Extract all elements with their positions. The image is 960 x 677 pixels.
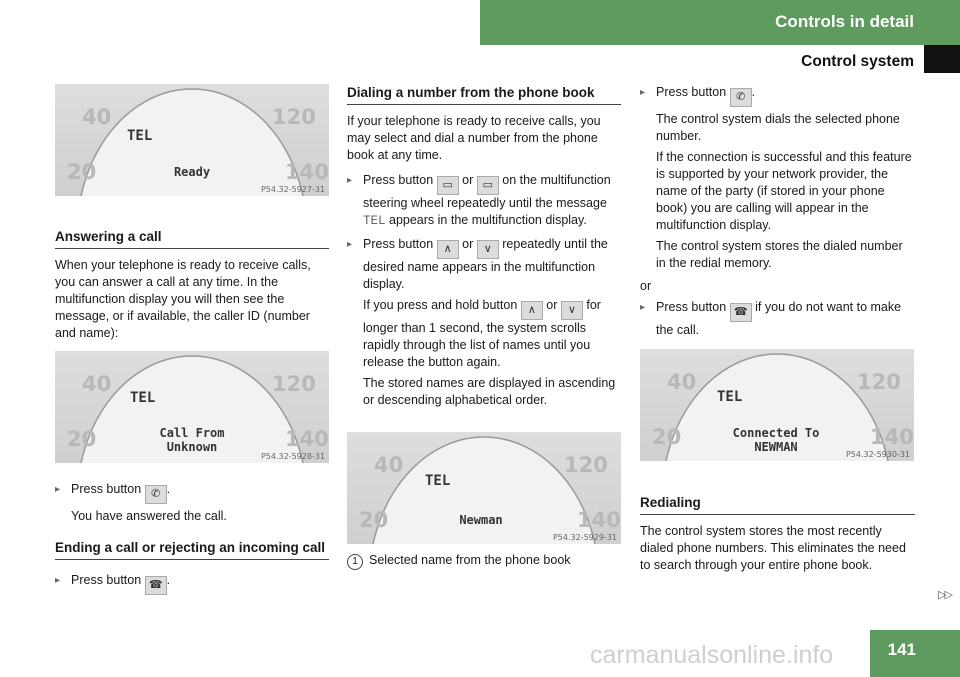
arrow-icon: ▸	[640, 87, 646, 98]
display-message: Newman	[459, 513, 503, 527]
dial-text: The control system dials the selected phone number.	[656, 112, 900, 143]
display-label: TEL	[130, 390, 156, 406]
figure-code: P54.32-5928-31	[260, 452, 325, 461]
callout	[347, 552, 621, 574]
gauge-right-bottom: 140	[577, 508, 621, 532]
step-end-call: ▸ Press button ☎ .	[55, 572, 329, 595]
callout-number: 1	[347, 554, 363, 570]
page-number-box	[870, 630, 960, 677]
gauge-right-top: 120	[272, 372, 316, 396]
chevron-up-icon: ∧	[437, 240, 459, 259]
column-3-top	[640, 84, 915, 345]
gauge-graphic	[640, 349, 914, 461]
display-label: TEL	[717, 389, 743, 405]
sort-order-text: The stored names are displayed in ascending or descending alphabetical order.	[363, 376, 616, 407]
gauge-right-top: 120	[272, 105, 316, 129]
phone-hangup-icon: ☎	[730, 303, 752, 322]
arrow-icon: ▸	[55, 484, 61, 495]
arrow-icon: ▸	[347, 175, 353, 186]
display-label: TEL	[425, 473, 451, 489]
section-title: Control system	[801, 53, 914, 70]
figure-code: P54.32-5930-31	[845, 450, 910, 459]
step-answer: ▸ Press button ✆ . You have answered the call.	[55, 481, 329, 525]
chevron-up-icon: ∧	[521, 301, 543, 320]
display-message: Connected To	[732, 426, 820, 440]
display-prev-icon: ▭	[477, 176, 499, 195]
dialing-intro: If your telephone is ready to receive calls, you may select and dial a number from the phone book at any time.	[347, 114, 601, 162]
connection-text: If the connection is successful and this feature is supported by your network provider, the name of the party (if stored in your phone book) you are calling will appear in the multifunction display.	[656, 150, 912, 232]
or-text: or	[640, 279, 652, 293]
gauge-right-top: 120	[857, 370, 901, 394]
page-number: 141	[887, 640, 916, 659]
display-message: Call From	[159, 426, 225, 440]
redialing-text: The control system stores the most recently dialed phone numbers. This eliminates the need to search through your entire phone book.	[640, 524, 906, 572]
continue-icon: ▷▷	[938, 589, 951, 601]
column-1-bottom	[55, 481, 329, 601]
column-1-top	[55, 228, 329, 346]
gauge-left-top: 40	[82, 105, 112, 129]
column-3-bottom	[640, 494, 915, 578]
gauge-left-top: 40	[82, 372, 112, 396]
watermark: carmanualsonline.info	[590, 641, 834, 669]
chevron-down-icon: ∨	[561, 301, 583, 320]
display-newman	[347, 432, 621, 544]
dialing-heading: Dialing a number from the phone book	[347, 84, 621, 105]
figure-code: P54.32-5929-31	[552, 533, 617, 542]
gauge-graphic	[55, 351, 329, 463]
answered-text: You have answered the call.	[71, 509, 227, 523]
ending-heading: Ending a call or rejecting an incoming call	[55, 539, 329, 560]
display-message-2: Unknown	[166, 440, 218, 454]
phone-hangup-icon: ☎	[145, 576, 167, 595]
step-dial: ▸ Press button ✆ . The control system dials the selected phone number. If the connection is successful and this feature is supported by your network provider, the name of the party (if stored in your phone book) you are calling will appear in the multifunction display. The control system stores the dialed number in the redial memory.	[640, 84, 915, 272]
arrow-icon: ▸	[55, 575, 61, 586]
gauge-right-bottom: 140	[285, 160, 329, 184]
gauge-left-bottom: 20	[67, 427, 97, 451]
phone-pickup-icon: ✆	[730, 88, 752, 107]
gauge-graphic	[55, 84, 329, 196]
display-call-from	[55, 351, 329, 463]
gauge-right-bottom: 140	[285, 427, 329, 451]
gauge-right-bottom: 140	[870, 425, 914, 449]
display-label: TEL	[127, 128, 153, 144]
redialing-heading: Redialing	[640, 494, 915, 515]
step-scroll-names: ▸ Press button ∧ or ∨ repeatedly until the desired name appears in the multifunction display. If you press and hold button ∧ or ∨ for longer than 1 second, the system scrolls rapidly through the list of names until you release the button again. The stored names are displayed in ascending or descending alphabetical order.	[347, 236, 621, 409]
gauge-left-bottom: 20	[652, 425, 682, 449]
section-marker	[924, 45, 960, 73]
arrow-icon: ▸	[640, 302, 646, 313]
gauge-right-top: 120	[564, 453, 608, 477]
column-2	[347, 84, 621, 415]
display-message: Ready	[173, 165, 211, 179]
answering-heading: Answering a call	[55, 228, 329, 249]
chevron-down-icon: ∨	[477, 240, 499, 259]
phone-pickup-icon: ✆	[145, 485, 167, 504]
display-next-icon: ▭	[437, 176, 459, 195]
gauge-left-bottom: 20	[359, 508, 389, 532]
gauge-left-top: 40	[374, 453, 404, 477]
answering-text: When your telephone is ready to receive calls, you can answer a call at any time. In the multifunction display you will then see the message, or if available, the caller ID (number and name):	[55, 258, 311, 340]
step-select-tel: ▸ Press button ▭ or ▭ on the multifunction steering wheel repeatedly until the message TEL appears in the multifunction display.	[347, 173, 611, 228]
tel-message: TEL	[363, 214, 386, 228]
callout-text: Selected name from the phone book	[369, 553, 571, 567]
chapter-tab	[480, 0, 960, 45]
display-ready	[55, 84, 329, 196]
arrow-icon: ▸	[347, 239, 353, 250]
display-connected	[640, 349, 914, 461]
gauge-left-bottom: 20	[67, 160, 97, 184]
figure-code: P54.32-5927-31	[260, 185, 325, 194]
gauge-graphic	[347, 432, 621, 544]
step-cancel: ▸ Press button ☎ if you do not want to make the call.	[640, 300, 902, 337]
redial-memory-text: The control system stores the dialed number in the redial memory.	[656, 239, 903, 270]
display-message-2: NEWMAN	[754, 440, 798, 454]
chapter-title: Controls in detail	[775, 12, 914, 31]
gauge-left-top: 40	[667, 370, 697, 394]
